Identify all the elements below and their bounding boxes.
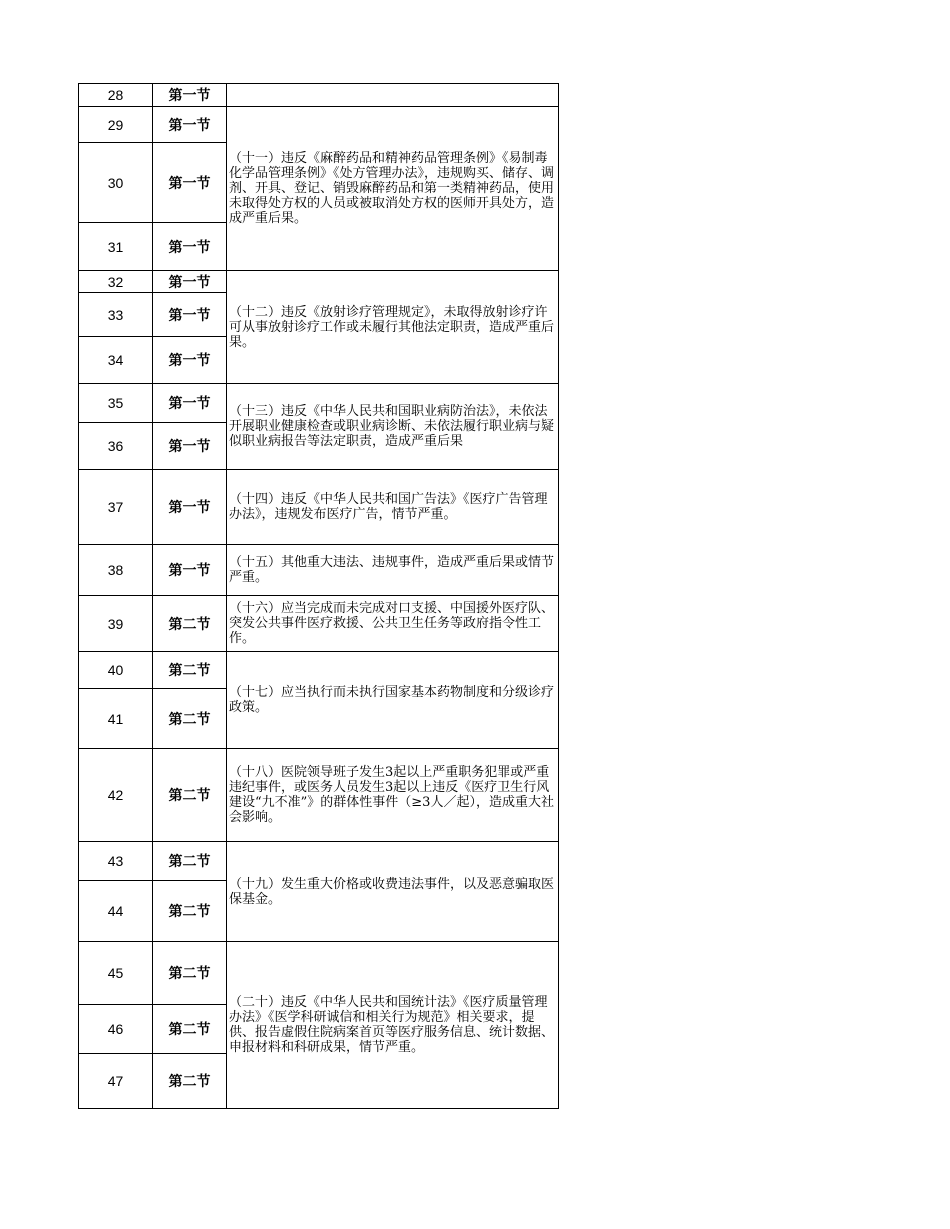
- table-row: [79, 652, 559, 689]
- section-label: 第一节: [153, 545, 227, 596]
- table-row: [79, 545, 559, 596]
- table-row: [79, 596, 559, 652]
- description-cell: （十七）应当执行而未执行国家基本药物制度和分级诊疗政策。: [227, 652, 559, 749]
- section-label: 第二节: [153, 749, 227, 842]
- section-label: 第一节: [153, 384, 227, 423]
- row-number: 39: [79, 596, 153, 652]
- row-number: 41: [79, 689, 153, 749]
- section-label: 第一节: [153, 337, 227, 384]
- row-number: 32: [79, 271, 153, 293]
- row-number: 31: [79, 223, 153, 271]
- row-number: 29: [79, 107, 153, 143]
- description-cell: （二十）违反《中华人民共和国统计法》《医疗质量管理办法》《医学科研诚信和相关行为规范》相关要求，提供、报告虚假住院病案首页等医疗服务信息、统计数据、申报材料和科研成果，情节严重。: [227, 942, 559, 1109]
- section-label: 第二节: [153, 1054, 227, 1109]
- row-number: 34: [79, 337, 153, 384]
- section-label: 第一节: [153, 107, 227, 143]
- row-number: 30: [79, 143, 153, 223]
- section-label: 第一节: [153, 470, 227, 545]
- description-cell: （十五）其他重大违法、违规事件，造成严重后果或情节严重。: [227, 545, 559, 596]
- description-cell: （十九）发生重大价格或收费违法事件，以及恶意骗取医保基金。: [227, 842, 559, 942]
- row-number: 47: [79, 1054, 153, 1109]
- section-label: 第二节: [153, 596, 227, 652]
- section-label: 第一节: [153, 271, 227, 293]
- description-cell: （十八）医院领导班子发生3起以上严重职务犯罪或严重违纪事件，或医务人员发生3起以上违反《医疗卫生行风建设“九不准”》的群体性事件（≥3人／起），造成重大社会影响。: [227, 749, 559, 842]
- section-label: 第二节: [153, 942, 227, 1005]
- table-row: [79, 842, 559, 881]
- table-row: [79, 749, 559, 842]
- row-number: 38: [79, 545, 153, 596]
- description-cell: （十二）违反《放射诊疗管理规定》，未取得放射诊疗许可从事放射诊疗工作或未履行其他法定职责，造成严重后果。: [227, 271, 559, 384]
- description-cell: （十六）应当完成而未完成对口支援、中国援外医疗队、突发公共事件医疗救援、公共卫生任务等政府指令性工作。: [227, 596, 559, 652]
- table-row: [79, 107, 559, 143]
- description-cell: （十一）违反《麻醉药品和精神药品管理条例》《易制毒化学品管理条例》《处方管理办法》，违规购买、储存、调剂、开具、登记、销毁麻醉药品和第一类精神药品，使用未取得处方权的人员或被取消处方权的医师开具处方，造成严重后果。: [227, 107, 559, 271]
- description-cell: [227, 84, 559, 107]
- row-number: 33: [79, 293, 153, 337]
- section-label: 第一节: [153, 423, 227, 470]
- row-number: 43: [79, 842, 153, 881]
- section-label: 第二节: [153, 652, 227, 689]
- row-number: 37: [79, 470, 153, 545]
- section-label: 第二节: [153, 881, 227, 942]
- row-number: 36: [79, 423, 153, 470]
- table-row: [79, 470, 559, 545]
- section-label: 第一节: [153, 223, 227, 271]
- description-cell: （十四）违反《中华人民共和国广告法》《医疗广告管理办法》，违规发布医疗广告，情节严重。: [227, 470, 559, 545]
- section-label: 第二节: [153, 842, 227, 881]
- row-number: 40: [79, 652, 153, 689]
- row-number: 46: [79, 1005, 153, 1054]
- section-label: 第一节: [153, 143, 227, 223]
- section-label: 第二节: [153, 689, 227, 749]
- table-row: [79, 384, 559, 423]
- section-label: 第一节: [153, 293, 227, 337]
- row-number: 28: [79, 84, 153, 107]
- row-number: 42: [79, 749, 153, 842]
- section-label: 第二节: [153, 1005, 227, 1054]
- row-number: 45: [79, 942, 153, 1005]
- table-row: [79, 271, 559, 293]
- description-cell: （十三）违反《中华人民共和国职业病防治法》，未依法开展职业健康检查或职业病诊断、未依法履行职业病与疑似职业病报告等法定职责，造成严重后果: [227, 384, 559, 470]
- section-label: 第一节: [153, 84, 227, 107]
- requirements-table: [78, 83, 559, 1109]
- table-row: [79, 84, 559, 107]
- table-row: [79, 942, 559, 1005]
- row-number: 44: [79, 881, 153, 942]
- row-number: 35: [79, 384, 153, 423]
